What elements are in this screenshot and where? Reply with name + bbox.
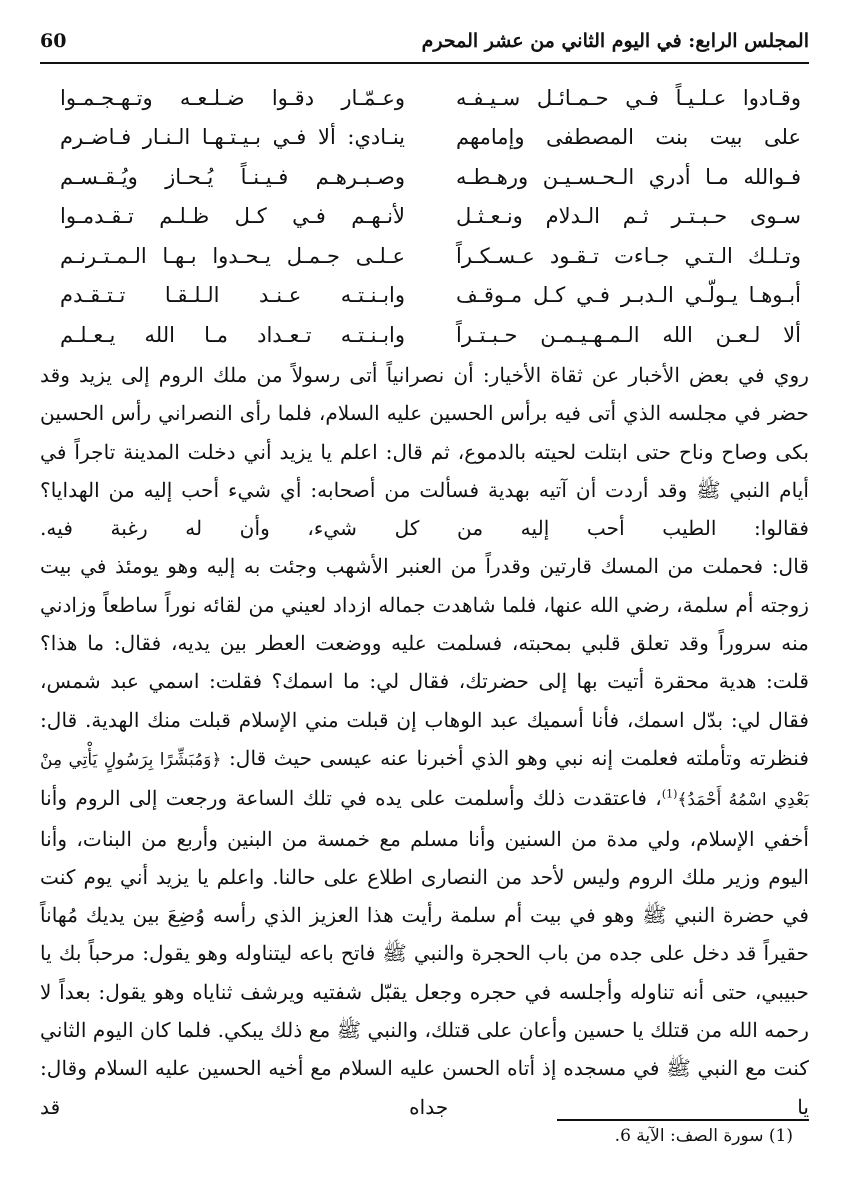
paragraph — [40, 547, 809, 1125]
footnote-divider — [557, 1119, 809, 1121]
page-number: 60 — [40, 30, 67, 52]
poem-block — [60, 78, 801, 355]
footnote — [615, 1126, 793, 1146]
footnote-text: سورة الصف: الآية 6. — [614, 1126, 764, 1146]
page-header — [40, 26, 809, 64]
verse-first-hemistich: سـوى حـبـتـر ثـم الـدلام ونـعـثـل — [456, 204, 801, 229]
verse-first-hemistich: فـوالله مـا أدري الـحـسـيـن ورهـطـه — [456, 164, 801, 189]
poem-verse — [60, 197, 801, 237]
verse-second-hemistich: وصـبـرهـم فـيـنـاً يُـحـاز ويُـقـسـم — [60, 164, 405, 189]
footnote-marker: (1) — [768, 1126, 793, 1146]
verse-second-hemistich: ينـادي: ألا فـي بـيـتـهـا الـنـار فـاضـرم — [60, 125, 405, 150]
verse-first-hemistich: وتـلـك الـتـي جـاءت تـقـود عـسـكـراً — [456, 243, 801, 268]
verse-first-hemistich: على بيت بنت المصطفى وإمامهم — [456, 125, 801, 150]
verse-second-hemistich: وابـنـتـه عـنـد الـلـقـا تـتـقـدم — [60, 283, 405, 308]
running-title: المجلس الرابع: في اليوم الثاني من عشر المحرم — [421, 30, 809, 52]
body-text — [40, 356, 809, 1126]
paragraph-text-continued: ، فاعتقدت ذلك وأسلمت على يده في تلك الساعة ورجعت إلى الروم وأنا أخفي الإسلام، ولي مدة من السنين وأنا مسلم مع خمسة من البنين وأربع من البنات، وأنا اليوم وزير ملك الروم وليس لأحد من النصارى اطلاع على حالنا. واعلم يا يزيد أني يوم كنت في حضرة النبي ﷺ وهو في بيت أم سلمة رأيت هذا العزيز الذي رأسه وُضِعَ بين يديك مُهاناً حقيراً قد دخل على جده من باب الحجرة والنبي ﷺ فاتح باعه ليتناوله وهو يقول: مرحباً بك يا حبيبي، حتى أنه تناوله وأجلسه في حجره وجعل يقبّل شفتيه ويرشف ثناياه وهو يقول: بعداً لا رحمه الله من قتلك يا حسين وأعان على قتلك، والنبي ﷺ مع ذلك يبكي. فلما كان اليوم الثاني كنت مع النبي ﷺ في مسجده إذ أتاه الحسن عليه السلام مع أخيه الحسين عليه السلام وقال: يا جداه قد — [40, 786, 809, 1119]
verse-first-hemistich: ألا لـعـن الله الـمـهـيـمـن حـبـتـراً — [456, 322, 801, 347]
verse-second-hemistich: وعـمّـار دقـوا ضـلـعـه وتـهـجـمـوا — [60, 85, 405, 110]
verse-first-hemistich: وقـادوا عـلـيـاً فـي حـمـائـل سـيـفـه — [456, 85, 801, 110]
poem-verse — [60, 315, 801, 355]
footnote-reference[interactable]: (1) — [661, 787, 678, 801]
poem-verse — [60, 157, 801, 197]
poem-verse — [60, 276, 801, 316]
verse-second-hemistich: وابـنـتـه تـعـداد مـا الله يـعـلـم — [60, 322, 405, 347]
paragraph-text: قال: فحملت من المسك قارتين وقدراً من العنبر الأشهب وجئت به إليه وهو يومئذ في بيت زوجته أم سلمة، رضي الله عنها، فلما شاهدت جماله ازداد لعيني من لقائه نوراً ساطعاً وزادني منه سروراً وقد تعلق قلبي بمحبته، فسلمت عليه ووضعت العطر بين يديه، فقال: ما هذا؟ قلت: هدية محقرة أتيت بها إلى حضرتك، فقال لي: ما اسمك؟ فقلت: اسمي عبد شمس، فقال لي: بدّل اسمك، فأنا أسميك عبد الوهاب إن قبلت مني الإسلام قبلت منك الهدية. قال: فنظرته وتأملته فعلمت إنه نبي وهو الذي أخبرنا عنه عيسى حيث قال: — [40, 554, 810, 770]
verse-first-hemistich: أبـوهـا يـولّـي الـدبـر فـي كـل مـوقـف — [456, 283, 801, 308]
quran-quote: ﴿وَمُبَشِّرًا بِرَسُولٍ يَأْتِي مِنْ بَعْدِي اسْمُهُ أَحْمَدُ﴾ — [40, 749, 809, 811]
poem-verse — [60, 78, 801, 118]
verse-second-hemistich: عـلـى جـمـل يـحـدوا بـهـا الـمـتـرنـم — [60, 243, 405, 268]
poem-verse — [60, 118, 801, 158]
poem-verse — [60, 236, 801, 276]
paragraph: روي في بعض الأخبار عن ثقاة الأخيار: أن نصرانياً أتى رسولاً من ملك الروم إلى يزيد وقد حضر في مجلسه الذي أتى فيه برأس الحسين عليه السلام، فلما رأى النصراني رأس الحسين بكى وصاح وناح حتى ابتلت لحيته بالدموع، ثم قال: اعلم يا يزيد أني دخلت المدينة تاجراً في أيام النبي ﷺ وقد أردت أن آتيه بهدية فسألت من أصحابه: أي شيء أحب إليه من الهدايا؟ فقالوا: الطيب أحب إليه من كل شيء، وأن له رغبة فيه. — [40, 363, 809, 541]
verse-second-hemistich: لأنـهـم فـي كـل ظـلـم تـقـدمـوا — [60, 204, 405, 229]
